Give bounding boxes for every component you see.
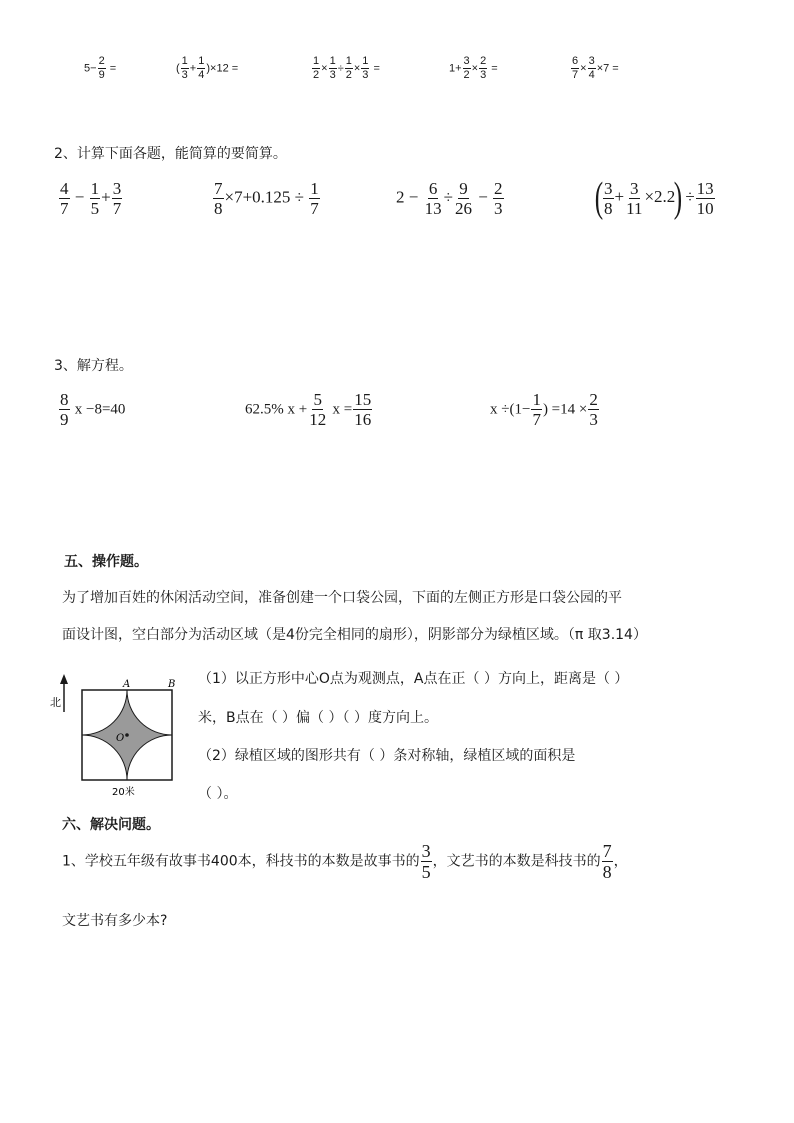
label-o: O: [116, 733, 125, 744]
north-arrow: [60, 674, 68, 712]
problem-paragraph-line-1: 为了增加百姓的休闲活动空间，准备创建一个口袋公园，下面的左侧正方形是口袋公园的平: [62, 590, 622, 606]
question-2-line-2: （ ）。: [198, 786, 238, 802]
section-3-title: 3、解方程。: [54, 358, 133, 374]
calc-expression-5: $\frac{6}{7}$ × $\frac{3}{4}$ ×7 =: [572, 55, 619, 81]
section-6-title: 六、解决问题。: [62, 817, 160, 833]
problem-paragraph-line-2: 面设计图，空白部分为活动区域（是4份完全相同的扇形），阴影部分为绿植区域。（π 取3.14）: [62, 627, 647, 643]
section-5-title: 五、操作题。: [64, 554, 148, 570]
center-point: [125, 733, 129, 737]
simplify-expression-2: $\frac{7}{8}$ ×7+0.125 ÷ $\frac{1}{7}$: [214, 179, 319, 218]
fraction: $\frac{2}{9}$: [98, 55, 105, 81]
equation-1: $\frac{8}{9}$ x −8=40: [60, 390, 126, 429]
north-label: 北: [50, 696, 61, 709]
label-a: A: [123, 679, 131, 690]
problem-1-line-2: 文艺书有多少本?: [62, 913, 168, 929]
question-1-line-2: 米，B点在（ ）偏（ ）（ ）度方向上。: [198, 710, 438, 726]
simplify-expression-1: $\frac{4}{7}$ − $\frac{1}{5}$ + $\frac{3}{7}$: [60, 179, 122, 218]
question-2-line-1: （2）绿植区域的图形共有（ ）条对称轴，绿植区域的面积是: [198, 748, 576, 764]
equation-2: 62.5% x + $\frac{5}{12}$ x = $\frac{15}{16}$: [245, 390, 372, 429]
equation-3: x ÷(1− $\frac{1}{7}$ ) =14 × $\frac{2}{3}$: [490, 390, 598, 429]
calc-expression-4: 1+ $\frac{3}{2}$ × $\frac{2}{3}$ =: [449, 55, 498, 81]
simplify-expression-4: ( $\frac{3}{8}$ + $\frac{3}{11}$ ×2.2) ÷ $\frac{13}{10}$: [594, 175, 714, 221]
section-2-title: 2、计算下面各题，能简算的要简算。: [54, 146, 287, 162]
label-b: B: [168, 679, 176, 690]
problem-1-line-1: 1、学校五年级有故事书400本，科技书的本数是故事书的 $\frac{3}{5}$ ，文艺书的本数是科技书的 $\frac{7}{8}$ ，: [62, 841, 628, 882]
calc-expression-3: $\frac{1}{2}$ × $\frac{1}{3}$ ÷ $\frac{1}{2}$ × $\frac{1}{3}$ =: [313, 55, 380, 81]
question-1-line-1: （1）以正方形中心O点为观测点，A点在正（ ）方向上，距离是（ ）: [198, 671, 629, 687]
calc-expression-2: ( $\frac{1}{3}$ + $\frac{1}{4}$ )×12 =: [176, 55, 239, 81]
simplify-expression-3: 2 − $\frac{6}{13}$ ÷ $\frac{9}{26}$ − $\frac{2}{3}$: [396, 179, 503, 218]
calc-expression-1: 5− $\frac{2}{9}$ =: [84, 55, 117, 81]
park-design-figure: [46, 672, 196, 802]
side-length-label: 20米: [112, 787, 135, 798]
